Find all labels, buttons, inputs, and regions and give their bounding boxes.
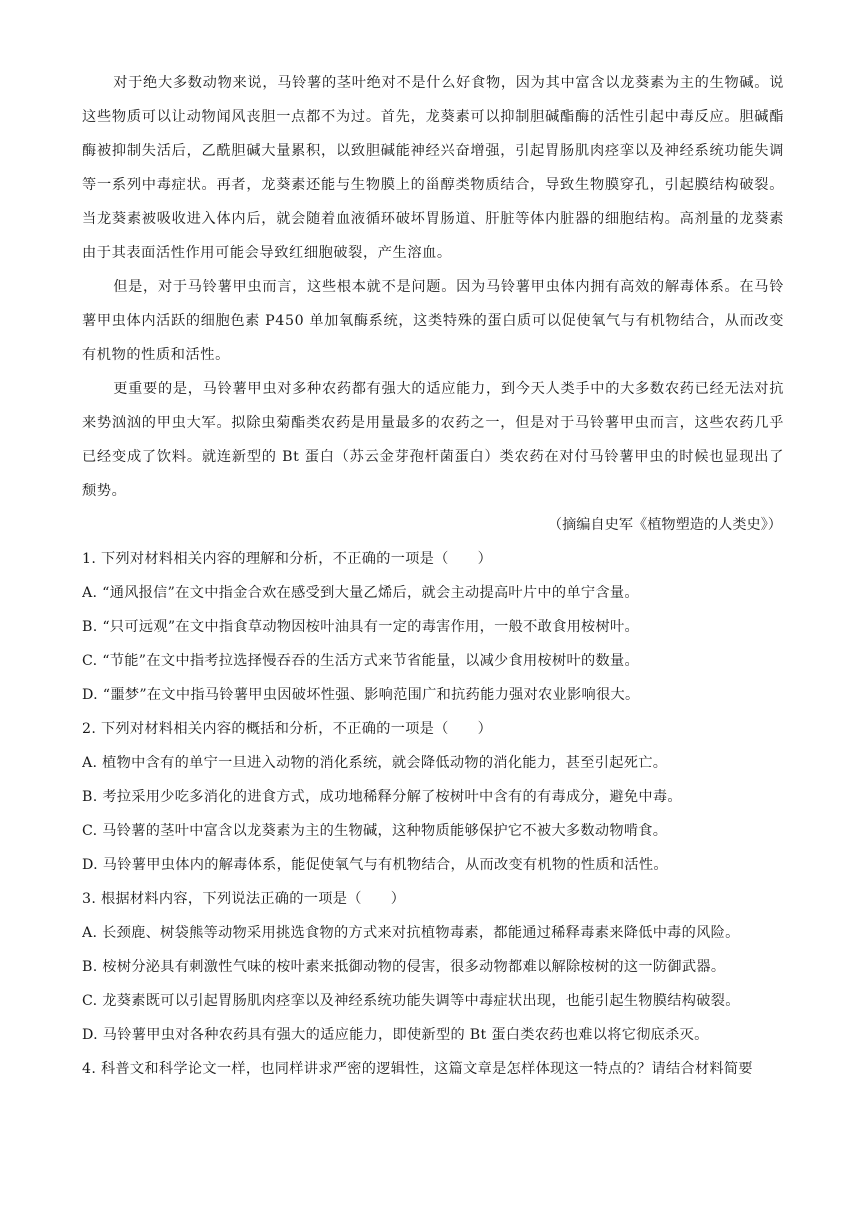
- question-3-option-c: C. 龙葵素既可以引起胃肠肌肉痉挛以及神经系统功能失调等中毒症状出现，也能引起生物膜结构破裂。: [82, 993, 740, 1009]
- question-1-option-d: D. “噩梦”在文中指马铃薯甲虫因破坏性强、影响范围广和抗药能力强对农业影响很大。: [82, 687, 640, 703]
- question-2-option-c: C. 马铃薯的茎叶中富含以龙葵素为主的生物碱，这种物质能够保护它不被大多数动物啃食。: [82, 823, 668, 839]
- question-1-stem: 1. 下列对材料相关内容的理解和分析，不正确的一项是（ ）: [82, 551, 493, 567]
- question-1-option-b: B. “只可远观”在文中指食草动物因桉叶油具有一定的毒害作用，一般不敢食用桉树叶。: [82, 619, 640, 635]
- question-3-option-d: D. 马铃薯甲虫对各种农药具有强大的适应能力，即使新型的 Bt 蛋白类农药也难以将它彻底杀灭。: [82, 1027, 709, 1043]
- passage-source: （摘编自史军《植物塑造的人类史》）: [547, 517, 782, 533]
- passage-paragraph-1: 对于绝大多数动物来说，马铃薯的茎叶绝对不是什么好食物，因为其中富含以龙葵素为主的生物碱。说这些物质可以让动物闻风丧胆一点都不为过。首先，龙葵素可以抑制胆碱酯酶的活性引起中毒反应。胆碱酯酶被抑制失活后，乙酰胆碱大量累积，以致胆碱能神经兴奋增强，引起胃肠肌肉痉挛以及神经系统功能失调等一系列中毒症状。再者，龙葵素还能与生物膜上的甾醇类物质结合，导致生物膜穿孔，引起膜结构破裂。当龙葵素被吸收进入体内后，就会随着血液循环破坏胃肠道、肝脏等体内脏器的细胞结构。高剂量的龙葵素由于其表面活性作用可能会导致红细胞破裂，产生溶血。: [82, 75, 784, 261]
- document-page: [82, 66, 784, 1086]
- question-3-option-b: B. 桉树分泌具有刺激性气味的桉叶素来抵御动物的侵害，很多动物都难以解除桉树的这一防御武器。: [82, 959, 726, 975]
- passage-paragraph-2: 但是，对于马铃薯甲虫而言，这些根本就不是问题。因为马铃薯甲虫体内拥有高效的解毒体系。在马铃薯甲虫体内活跃的细胞色素 P450 单加氧酶系统，这类特殊的蛋白质可以促使氧气与有机物结合，从而改变有机物的性质和活性。: [82, 279, 784, 363]
- question-2-option-b: B. 考拉采用少吃多消化的进食方式，成功地稀释分解了桉树叶中含有的有毒成分，避免中毒。: [82, 789, 682, 805]
- question-4-stem: 4. 科普文和科学论文一样，也同样讲求严密的逻辑性，这篇文章是怎样体现这一特点的？请结合材料简要: [82, 1061, 753, 1077]
- question-2-option-a: A. 植物中含有的单宁一旦进入动物的消化系统，就会降低动物的消化能力，甚至引起死亡。: [82, 755, 668, 771]
- question-3-stem: 3. 根据材料内容，下列说法正确的一项是（ ）: [82, 891, 406, 907]
- question-1-option-a: A. “通风报信”在文中指金合欢在感受到大量乙烯后，就会主动提高叶片中的单宁含量。: [82, 585, 639, 601]
- passage-paragraph-3: 更重要的是，马铃薯甲虫对多种农药都有强大的适应能力，到今天人类手中的大多数农药已经无法对抗来势汹汹的甲虫大军。拟除虫菊酯类农药是用量最多的农药之一，但是对于马铃薯甲虫而言，这些农药几乎已经变成了饮料。就连新型的 Bt 蛋白（苏云金芽孢杆菌蛋白）类农药在对付马铃薯甲虫的时候也显现出了颓势。: [82, 381, 784, 499]
- question-2-stem: 2. 下列对材料相关内容的概括和分析，不正确的一项是（ ）: [82, 721, 493, 737]
- question-1-option-c: C. “节能”在文中指考拉选择慢吞吞的生活方式来节省能量，以减少食用桉树叶的数量。: [82, 653, 639, 669]
- question-3-option-a: A. 长颈鹿、树袋熊等动物采用挑选食物的方式来对抗植物毒素，都能通过稀释毒素来降低中毒的风险。: [82, 925, 740, 941]
- question-2-option-d: D. 马铃薯甲虫体内的解毒体系，能促使氧气与有机物结合，从而改变有机物的性质和活性。: [82, 857, 668, 873]
